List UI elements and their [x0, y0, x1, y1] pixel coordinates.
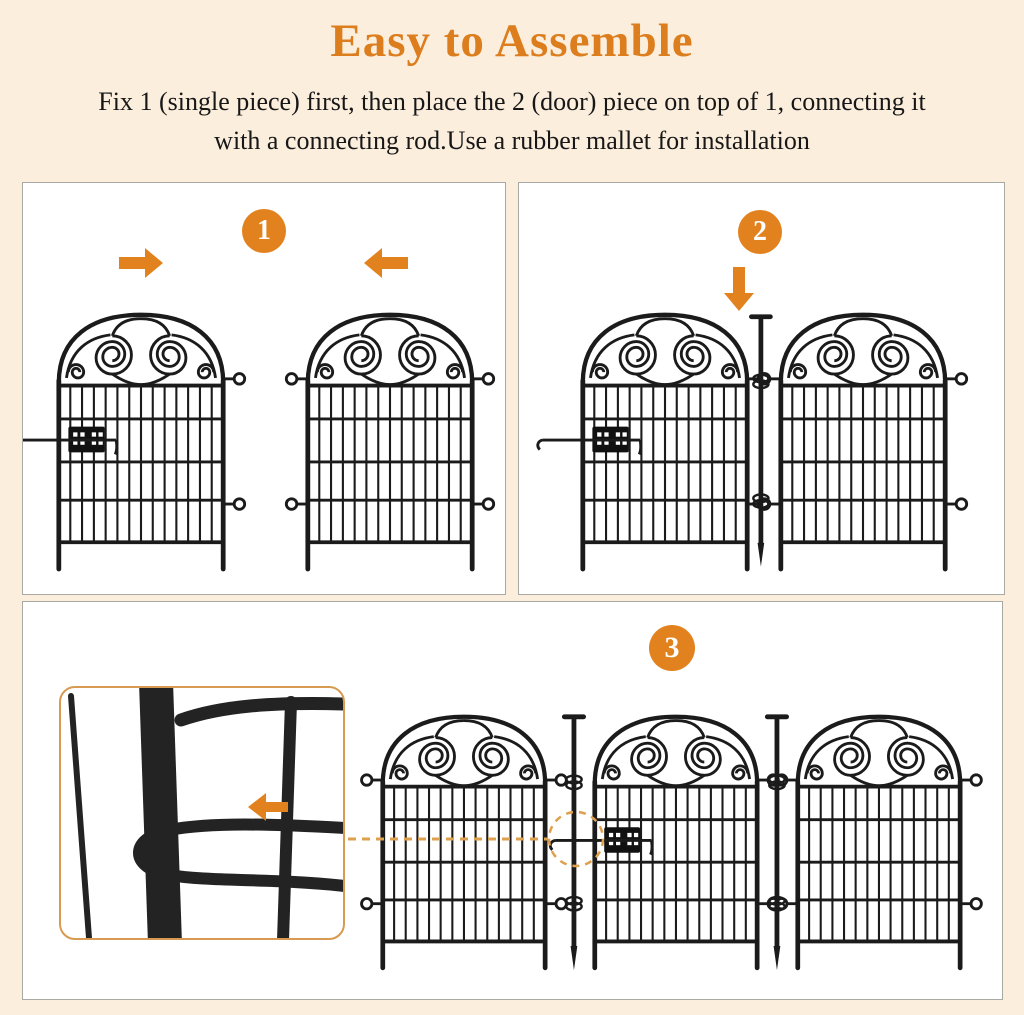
step-panel-2 [518, 182, 1005, 595]
top-rail-tube [181, 704, 343, 720]
step-3-badge: 3 [649, 625, 695, 671]
connecting-rod [767, 717, 786, 970]
arrow-right-icon [119, 248, 163, 278]
subtitle-line-2: with a connecting rod.Use a rubber mallet for installation [214, 126, 810, 155]
arrow-left-icon [364, 248, 408, 278]
step-1-badge: 1 [242, 209, 286, 253]
arrow-down-icon [724, 267, 754, 311]
step-2-badge: 2 [738, 210, 782, 254]
fence-single-piece [362, 717, 567, 968]
detail-inset-photo [59, 686, 345, 940]
connecting-rod [751, 317, 770, 567]
fence-door-piece [23, 315, 245, 569]
step-panel-1 [22, 182, 506, 595]
fence-door-piece [550, 717, 778, 968]
fence-post-tube [156, 688, 165, 938]
fence-single-piece [777, 717, 982, 968]
page-title: Easy to Assemble [330, 15, 694, 67]
fence-single-piece [286, 315, 493, 569]
fence-single-piece [759, 315, 966, 569]
page-subtitle [0, 82, 1024, 160]
connecting-rod [564, 717, 583, 970]
step-panel-3 [22, 601, 1003, 1000]
subtitle-line-1: Fix 1 (single piece) first, then place the 2 (door) piece on top of 1, connecting it [98, 87, 926, 116]
fence-door-piece [538, 315, 769, 569]
thin-rod [71, 696, 89, 938]
hook-connection-detail [61, 688, 343, 938]
